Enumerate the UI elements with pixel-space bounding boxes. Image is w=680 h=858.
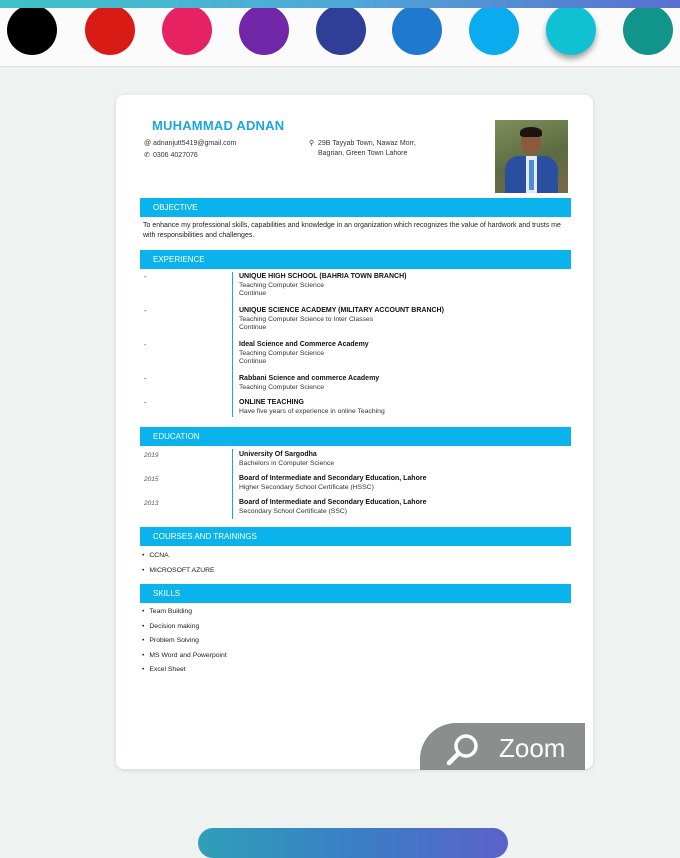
education-entry [239,475,559,492]
phone-icon: ✆ [144,152,150,159]
at-icon: @ [144,140,152,147]
education-degree: Bachelors in Computer Science [239,459,335,467]
experience-heading: EXPERIENCE [140,250,571,269]
color-swatch-pink[interactable] [162,5,212,55]
experience-date: - [144,376,147,383]
skill-item: • MS Word and Powerpoint [142,649,227,664]
experience-title: ONLINE TEACHING [239,399,304,406]
education-title: Board of Intermediate and Secondary Education, Lahore [239,475,427,482]
experience-entry [239,399,559,416]
experience-title: UNIQUE SCIENCE ACADEMY (MILITARY ACCOUNT BRANCH) [239,307,444,314]
courses-list [142,549,215,578]
experience-date: - [144,308,147,315]
experience-entry [239,307,559,333]
experience-date: - [144,274,147,281]
education-year: 2015 [144,476,159,483]
experience-entry [239,341,559,367]
color-palette [0,0,680,67]
skill-item: • Problem Solving [142,634,227,649]
experience-status: Continue [239,358,267,366]
skills-heading: SKILLS [140,584,571,603]
skill-item: • Excel Sheet [142,663,227,678]
resume-name: MUHAMMAD ADNAN [152,118,285,133]
education-entry [239,451,559,468]
location-pin-icon: ⚲ [309,140,315,147]
education-timeline [232,449,233,519]
zoom-label: Zoom [499,733,566,763]
education-year: 2019 [144,452,159,459]
skill-item: • Decision making [142,620,227,635]
course-item: • MICROSOFT AZURE [142,564,215,579]
experience-role: Teaching Computer Science [239,383,325,391]
education-heading: EDUCATION [140,427,571,446]
experience-status: Continue [239,290,267,298]
experience-status: Continue [239,324,267,332]
education-title: Board of Intermediate and Secondary Education, Lahore [239,499,427,506]
experience-date: - [144,400,147,407]
experience-title: Rabbani Science and commerce Academy [239,375,380,382]
search-icon [444,731,482,769]
experience-entry [239,273,559,299]
skills-list [142,605,227,678]
color-swatch-teal[interactable] [623,5,673,55]
education-year: 2013 [144,500,159,507]
course-item: • CCNA [142,549,215,564]
experience-timeline [232,272,233,417]
address-line-1: 29B Tayyab Town, Nawaz Morr, [318,140,416,147]
color-swatch-purple[interactable] [239,5,289,55]
color-swatch-black[interactable] [7,5,57,55]
profile-photo [495,120,568,193]
contact-phone [144,151,198,161]
resume-preview-card[interactable] [116,95,593,769]
education-title: University Of Sargodha [239,451,317,458]
top-accent-bar [0,0,680,8]
objective-heading: OBJECTIVE [140,198,571,217]
experience-role: Have five years of experience in online Teaching [239,407,385,415]
color-swatch-red[interactable] [85,5,135,55]
experience-role: Teaching Computer Science [239,281,325,289]
experience-role: Teaching Computer Science [239,349,325,357]
address-line-2: Bagrian, Green Town Lahore [318,150,408,157]
color-swatch-cyan[interactable] [546,5,596,55]
experience-entry [239,375,559,392]
education-degree: Secondary School Certificate (SSC) [239,507,348,515]
experience-title: Ideal Science and Commerce Academy [239,341,369,348]
contact-address [309,139,416,159]
phone-text: 0306 4027076 [153,152,198,159]
color-swatch-light-blue[interactable] [469,5,519,55]
skill-item: • Team Building [142,605,227,620]
experience-role: Teaching Computer Science to Inter Classes [239,315,374,323]
bottom-action-button[interactable] [198,828,508,858]
education-entry [239,499,559,516]
experience-date: - [144,342,147,349]
objective-text: To enhance my professional skills, capabilities and knowledge in an organization which recognizes the value of hardwork and trusts me with responsibilities and challenges. [143,222,561,239]
email-text: adnanjutt5419@gmail.com [153,140,237,147]
color-swatch-indigo[interactable] [316,5,366,55]
courses-heading: COURSES AND TRAININGS [140,527,571,546]
zoom-button[interactable] [420,723,585,770]
contact-email [144,139,236,149]
education-degree: Higher Secondary School Certificate (HSSC) [239,483,374,491]
color-swatch-blue[interactable] [392,5,442,55]
experience-title: UNIQUE HIGH SCHOOL (BAHRIA TOWN BRANCH) [239,273,407,280]
